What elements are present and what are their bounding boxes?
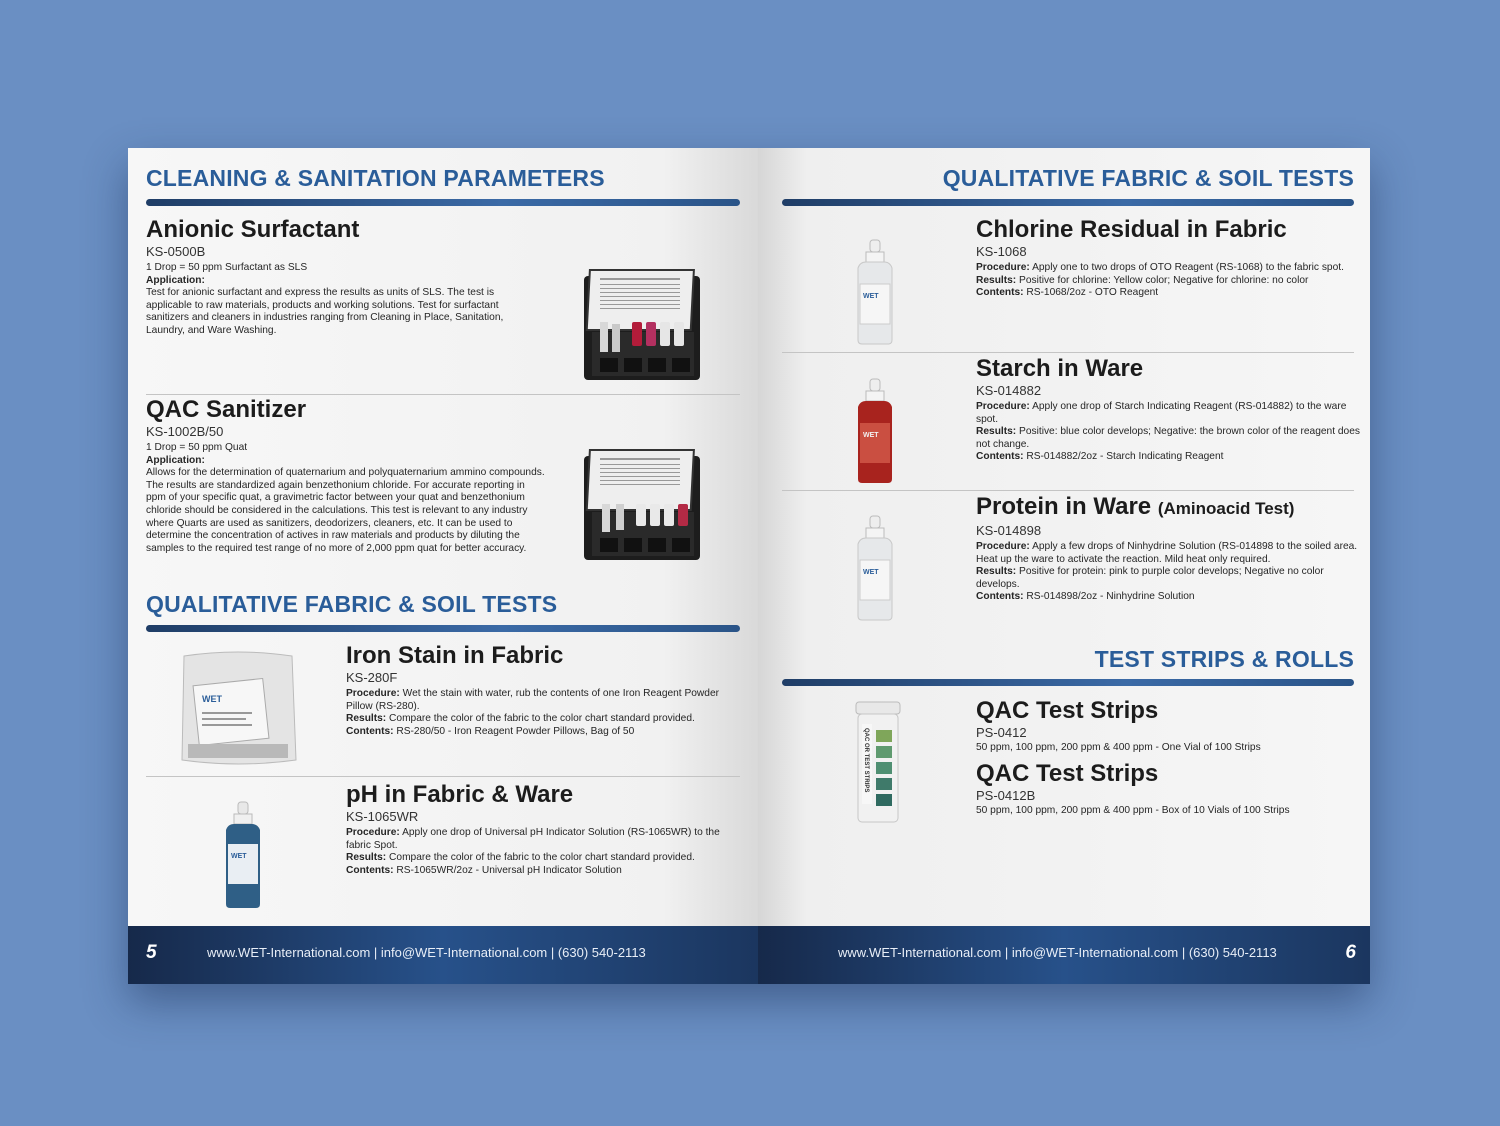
results-text: Positive for protein: pink to purple color develops; Negative no color develops. — [976, 566, 1324, 590]
section-title-qualitative: QUALITATIVE FABRIC & SOIL TESTS — [942, 165, 1354, 191]
test-starch — [976, 356, 1361, 464]
section-title-test-strips: TEST STRIPS & ROLLS — [1094, 646, 1354, 672]
results-text: Compare the color of the fabric to the color chart standard provided. — [389, 713, 695, 725]
divider — [146, 776, 740, 777]
contents-text: RS-1068/2oz - OTO Reagent — [1026, 287, 1159, 299]
red-reagent-bottle-image — [854, 377, 896, 485]
strip-name: QAC Test Strips — [976, 697, 1159, 724]
section-title-qualitative: QUALITATIVE FABRIC & SOIL TESTS — [146, 591, 558, 617]
bottle-label-brand: WET — [231, 853, 247, 860]
test-kit-case-image — [580, 448, 705, 564]
divider — [146, 394, 740, 395]
test-name: Iron Stain in Fabric — [346, 642, 564, 669]
bag-label-brand: WET — [202, 694, 222, 704]
test-iron-stain — [346, 643, 726, 738]
contents-text: RS-014898/2oz - Ninhydrine Solution — [1026, 591, 1195, 603]
application-label: Application: — [146, 454, 205, 466]
strip-name: QAC Test Strips — [976, 760, 1159, 787]
strip-desc: 50 ppm, 100 ppm, 200 ppm & 400 ppm - Box of 10 Vials of 100 Strips — [976, 805, 1290, 816]
results-label: Results: — [346, 713, 387, 725]
section-rule — [146, 199, 740, 206]
clear-reagent-bottle-image — [854, 238, 896, 346]
section-rule — [146, 625, 740, 632]
application-label: Application: — [146, 274, 205, 286]
footer-contact: www.WET-International.com | info@WET-International.com | (630) 540-2113 — [838, 945, 1277, 960]
bottle-label-brand: WET — [863, 569, 879, 576]
procedure-label: Procedure: — [976, 262, 1030, 273]
results-text: Compare the color of the fabric to the color chart standard provided. — [389, 852, 695, 864]
results-label: Results: — [346, 852, 387, 864]
application-text: Allows for the determination of quaternarium and polyquaternarium ammino compounds. The results are standardized again benzethonium chloride. For accurate reporting in ppm of your specific quat, a gravimetric factor between your quat and benzethonium chloride should be considered in the calculations. This test is relevant to any industry where Quarts are used as sanitizers, deodorizers, cleaners, etc. It can be used to determine the concentration of actives in raw materials and products by diluting the samples to the required test range of no more of 2,000 ppm quat for better accuracy. — [146, 467, 545, 554]
product-note: 1 Drop = 50 ppm Surfactant as SLS — [146, 262, 308, 273]
page-number: 5 — [146, 942, 157, 963]
divider — [782, 490, 1354, 491]
vial-label-text: QAC OR TEST STRIPS — [863, 728, 869, 793]
footer-contact: www.WET-International.com | info@WET-International.com | (630) 540-2113 — [207, 945, 646, 960]
product-qac-sanitizer — [146, 397, 546, 555]
section-title-cleaning: CLEANING & SANITATION PARAMETERS — [146, 165, 605, 191]
test-code: KS-1065WR — [346, 809, 419, 824]
contents-label: Contents: — [346, 864, 394, 876]
section-rule — [782, 679, 1354, 686]
test-code: KS-014898 — [976, 523, 1042, 538]
bottle-label-brand: WET — [863, 432, 879, 439]
test-protein — [976, 494, 1361, 604]
divider — [782, 352, 1354, 353]
strip-desc: 50 ppm, 100 ppm, 200 ppm & 400 ppm - One Vial of 100 Strips — [976, 742, 1261, 753]
test-code: KS-280F — [346, 670, 398, 685]
strip-code: PS-0412 — [976, 725, 1027, 740]
blue-reagent-bottle-image — [220, 800, 266, 910]
procedure-label: Procedure: — [346, 827, 400, 838]
results-label: Results: — [976, 566, 1017, 578]
test-kit-case-image — [580, 268, 705, 384]
procedure-text: Apply one drop of Starch Indicating Reagent (RS-014882) to the ware spot. — [976, 401, 1347, 425]
test-ph — [346, 782, 726, 877]
right-page — [758, 148, 1370, 984]
test-name: Chlorine Residual in Fabric — [976, 216, 1287, 243]
test-code: KS-014882 — [976, 383, 1042, 398]
contents-text: RS-280/50 - Iron Reagent Powder Pillows, Bag of 50 — [396, 725, 635, 737]
open-booklet — [128, 148, 1370, 984]
contents-label: Contents: — [976, 451, 1024, 463]
page-footer — [758, 926, 1370, 984]
results-label: Results: — [976, 274, 1017, 286]
product-code: KS-1002B/50 — [146, 424, 224, 439]
strip-code: PS-0412B — [976, 788, 1036, 803]
contents-text: RS-014882/2oz - Starch Indicating Reagent — [1026, 451, 1224, 463]
contents-label: Contents: — [976, 287, 1024, 299]
test-strip-vial-image — [852, 700, 904, 826]
strip-qac-box — [976, 761, 1361, 818]
section-rule — [782, 199, 1354, 206]
application-text: Test for anionic surfactant and express the results as units of SLS. The test is applicable to raw materials, products and working solutions. Test for surfactant sanitizers and cleaners in industries ranging from Cleaning in Place, Sanitation, Laundry, and Ware Washing. — [146, 287, 504, 336]
page-footer — [128, 926, 758, 984]
procedure-label: Procedure: — [976, 541, 1030, 552]
procedure-text: Apply one to two drops of OTO Reagent (RS-1068) to the fabric spot. — [1032, 262, 1344, 273]
product-code: KS-0500B — [146, 244, 206, 259]
bottle-label-brand: WET — [863, 293, 879, 300]
product-name: QAC Sanitizer — [146, 396, 307, 423]
test-chlorine-residual — [976, 217, 1361, 300]
test-code: KS-1068 — [976, 244, 1027, 259]
procedure-label: Procedure: — [346, 688, 400, 699]
contents-text: RS-1065WR/2oz - Universal pH Indicator Solution — [396, 864, 622, 876]
product-name: Anionic Surfactant — [146, 216, 360, 243]
test-name: pH in Fabric & Ware — [346, 781, 574, 808]
procedure-text: Apply one drop of Universal pH Indicator Solution (RS-1065WR) to the fabric Spot. — [346, 827, 720, 851]
clear-reagent-bottle-image — [854, 514, 896, 622]
test-name: Starch in Ware — [976, 355, 1144, 382]
procedure-label: Procedure: — [976, 401, 1030, 412]
test-name — [976, 494, 1361, 522]
strip-qac-single-vial — [976, 698, 1361, 755]
results-text: Positive for chlorine: Yellow color; Negative for chlorine: no color — [1019, 274, 1309, 286]
product-note: 1 Drop = 50 ppm Quat — [146, 442, 248, 453]
test-name-sub: (Aminoacid Test) — [1157, 499, 1295, 518]
product-anionic-surfactant — [146, 217, 526, 338]
test-name-main: Protein in Ware — [976, 493, 1152, 520]
results-text: Positive: blue color develops; Negative: the brown color of the reagent does not change. — [976, 426, 1360, 450]
contents-label: Contents: — [976, 591, 1024, 603]
results-label: Results: — [976, 426, 1017, 438]
left-page — [128, 148, 758, 984]
contents-label: Contents: — [346, 725, 394, 737]
procedure-text: Apply a few drops of Ninhydrine Solution (RS-014898 to the soiled area. Heat up the ware to activate the reaction. Mild heat only required. — [976, 541, 1358, 565]
page-number: 6 — [1345, 942, 1356, 963]
powder-pillow-bag-image — [178, 648, 298, 768]
procedure-text: Wet the stain with water, rub the contents of one Iron Reagent Powder Pillow (RS-280). — [346, 688, 720, 712]
